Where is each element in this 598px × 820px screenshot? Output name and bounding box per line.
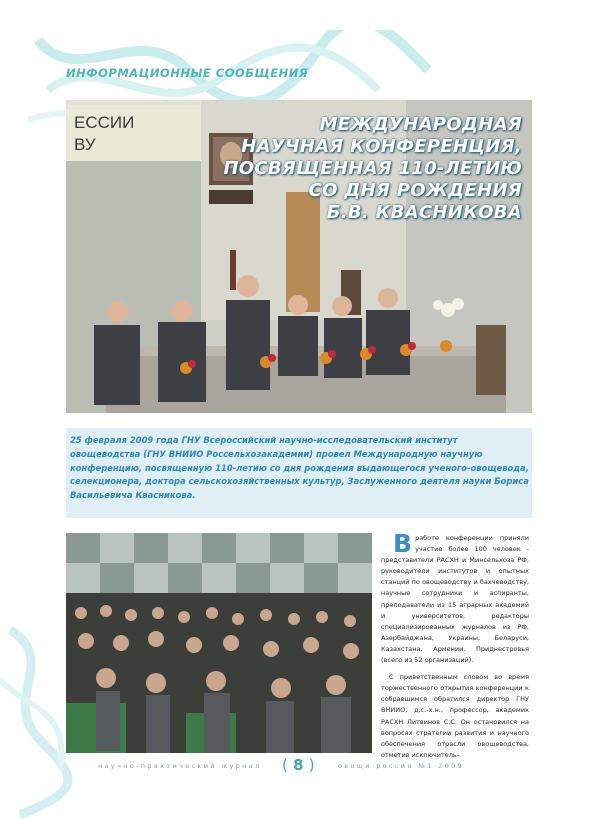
paragraph-text: работе конференции приняли участие более 100 человек - представители РАСХН и Минсельхоза РФ, руководители институтов и опытных станций по овощеводству и бахчеводству, научные сотрудники и аспиранты, преподаватели из 15 аграрных академий и университетов, редакторы специализированных журналов из РФ, Азербайджана, Украины, Беларуси, Казахстана, Армении, Приднестровья (всего из 52 организаций). bbox=[381, 534, 529, 665]
banner-text-2: ВУ bbox=[74, 135, 96, 154]
intro-paragraph: 25 февраля 2009 года ГНУ Всероссийский научно-исследовательский институт овощеводства (ГНУ ВНИИО Россельхозакадемии) провел Международную научную конференцию, посвященную 110-летию со дня рождения выдающегося ученого-овощевода, селекционера, доктора сельскохозяйственных культур, Заслуженного деятеля науки Бориса Васильевича Квасникова. bbox=[70, 435, 529, 501]
article-body bbox=[381, 529, 529, 766]
article-paragraph: С приветственным словом во время торжественного открытия конференции к собравшимся обратился директор ГНУ ВНИИО, д.с.-х.н., профессор, академик РАСХН Литвинов С.С. Он остановился на вопросах стратегии развития и научного обеспечения отрасли овощеводства, отметив исключитель- bbox=[381, 673, 529, 759]
audience-photo bbox=[66, 533, 372, 753]
title-line: ПОСВЯЩЕННАЯ 110-ЛЕТИЮ bbox=[223, 158, 522, 179]
article-title bbox=[223, 114, 522, 224]
dropcap: В bbox=[393, 529, 413, 558]
banner-text: ЕССИИ bbox=[74, 113, 135, 132]
section-title: ИНФОРМАЦИОННЫЕ СООБЩЕНИЯ bbox=[66, 66, 309, 80]
footer-issue: овощи россии №1 2009 bbox=[338, 762, 465, 770]
page-number: ( 8 ) bbox=[282, 756, 315, 774]
title-line: МЕЖДУНАРОДНАЯ bbox=[319, 114, 522, 135]
title-line: НАУЧНАЯ КОНФЕРЕНЦИЯ, bbox=[241, 136, 522, 157]
footer-journal-name: научно-практический журнал bbox=[98, 762, 262, 770]
article-paragraph bbox=[381, 529, 529, 666]
title-line: СО ДНЯ РОЖДЕНИЯ bbox=[308, 180, 522, 201]
title-line: Б.В. КВАСНИКОВА bbox=[326, 202, 522, 223]
hero-photo bbox=[66, 100, 532, 413]
